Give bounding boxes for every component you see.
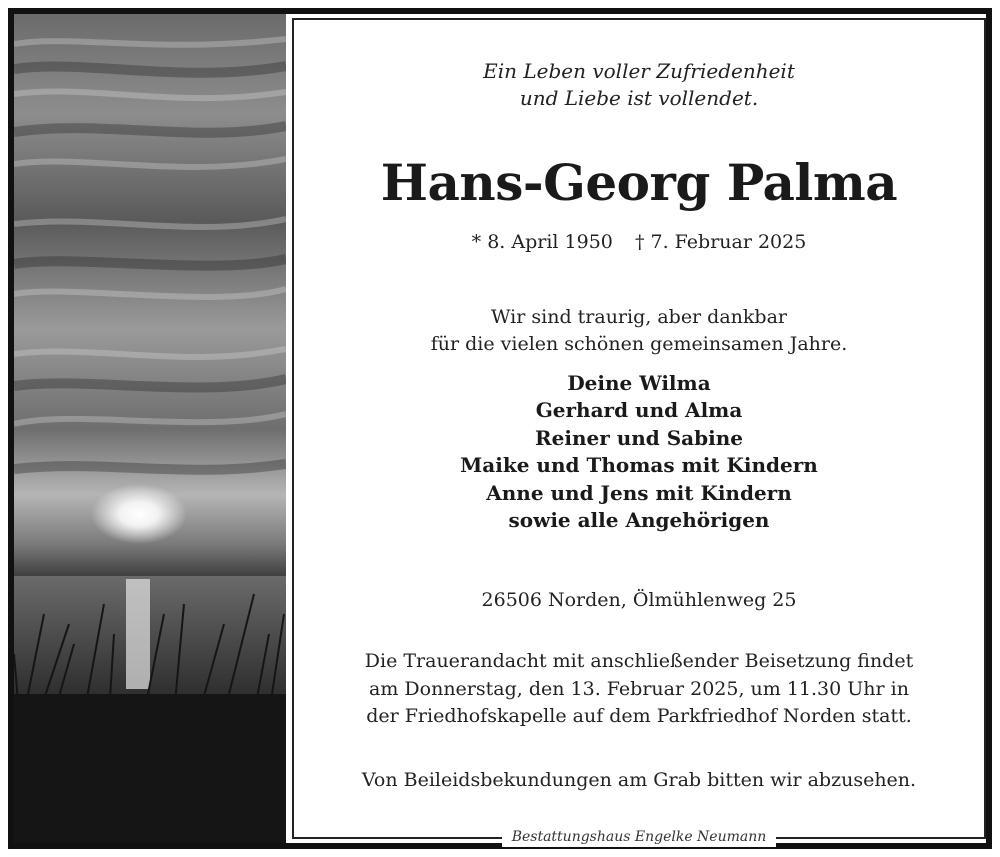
footer	[292, 826, 986, 846]
thanks-text	[296, 304, 982, 358]
family-member: Anne und Jens mit Kindern	[486, 480, 792, 505]
sunset-sea-photo	[14, 14, 286, 843]
address: 26506 Norden, Ölmühlenweg 25	[481, 589, 797, 611]
service-line: am Donnerstag, den 13. Februar 2025, um 11.30 Uhr in	[369, 677, 909, 700]
funeral-home-name: Bestattungshaus Engelke Neumann	[502, 827, 777, 847]
death-date: † 7. Februar 2025	[634, 231, 807, 253]
thanks-line: Wir sind traurig, aber dankbar	[490, 306, 787, 328]
family-member: Deine Wilma	[567, 371, 711, 395]
service-info	[296, 648, 982, 731]
family-member: Gerhard und Alma	[535, 398, 743, 423]
thanks-line: für die vielen schönen gemeinsamen Jahre.	[430, 333, 848, 355]
service-line: Die Trauerandacht mit anschließender Beisetzung findet	[364, 650, 914, 672]
birth-date: * 8. April 1950	[471, 231, 613, 253]
deceased-name: Hans-Georg Palma	[380, 153, 898, 212]
family-member: Maike und Thomas mit Kindern	[460, 453, 818, 478]
motto	[296, 58, 982, 112]
family-member: sowie alle Angehörigen	[508, 508, 770, 533]
condolence-note: Von Beileidsbekundungen am Grab bitten wir abzusehen.	[361, 769, 917, 791]
life-dates	[296, 228, 982, 256]
family-list	[296, 370, 982, 534]
sunset-illustration	[14, 14, 286, 843]
service-line: der Friedhofskapelle auf dem Parkfriedhof Norden statt.	[366, 705, 912, 727]
motto-line: Ein Leben voller Zufriedenheit	[483, 59, 795, 83]
motto-line: und Liebe ist vollendet.	[519, 86, 759, 110]
family-member: Reiner und Sabine	[535, 425, 743, 450]
